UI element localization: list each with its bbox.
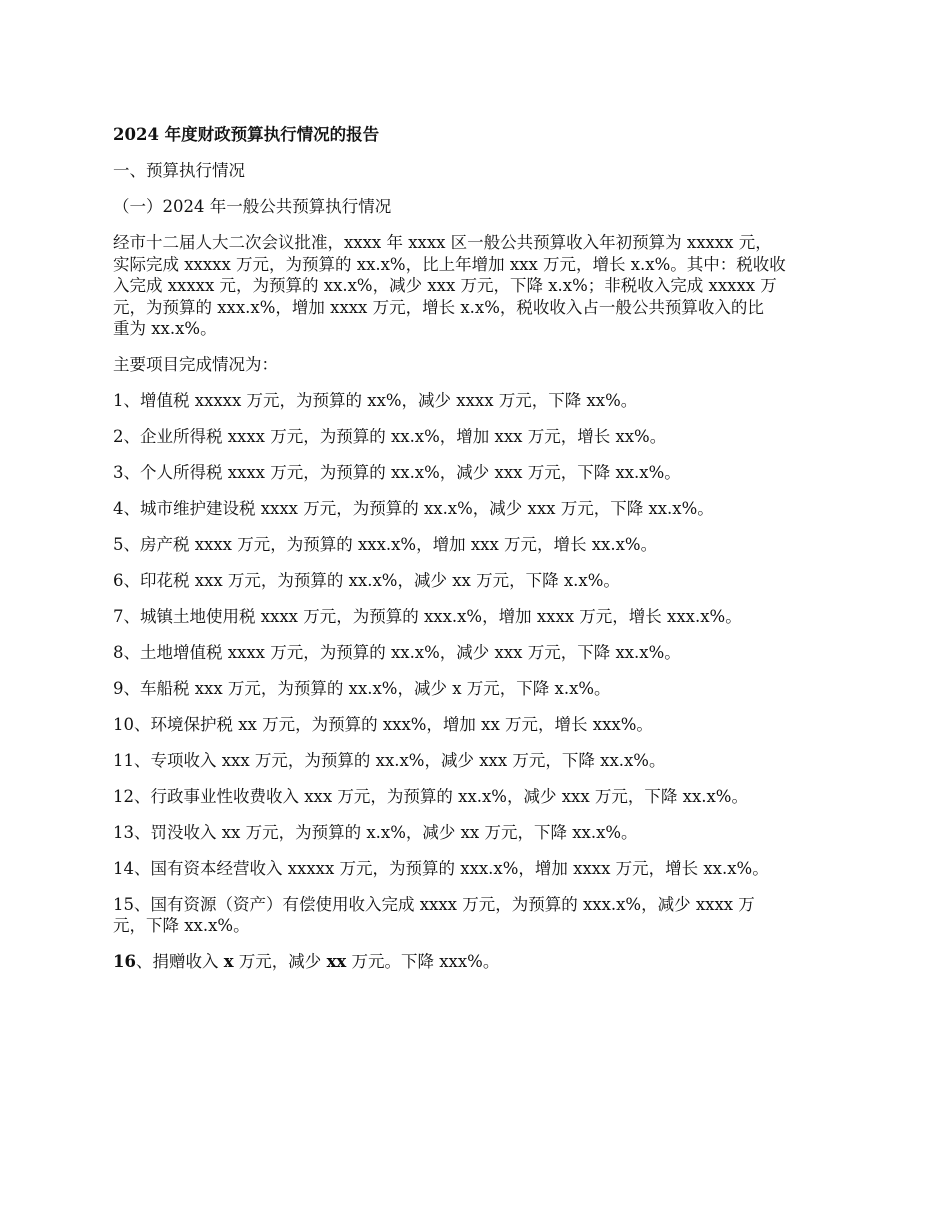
list-item-15	[113, 894, 841, 937]
list-item: 4、城市维护建设税 xxxx 万元，为预算的 xx.x%，减少 xxx 万元，下降 xx.x%。	[113, 498, 714, 518]
items-intro: 主要项目完成情况为：	[113, 354, 278, 374]
list-item: 1、增值税 xxxxx 万元，为预算的 xx%，减少 xxxx 万元，下降 xx%。	[113, 390, 638, 410]
item-value: xx	[326, 951, 347, 971]
paragraph-line: 重为 xx.x%。	[113, 319, 217, 338]
item-text: 万元，减少	[233, 951, 327, 971]
document-title: 2024 年度财政预算执行情况的报告	[113, 125, 380, 144]
paragraph-line: 实际完成 xxxxx 万元，为预算的 xx.x%，比上年增加 xxx 万元，增长 x.x%。其中：税收收	[113, 254, 786, 274]
section-heading: 一、预算执行情况	[113, 161, 245, 180]
list-item: 5、房产税 xxxx 万元，为预算的 xxx.x%，增加 xxx 万元，增长 xx.x%。	[113, 534, 658, 554]
item-text: 、捐赠收入	[135, 951, 224, 971]
list-item: 6、印花税 xxx 万元，为预算的 xx.x%，减少 xx 万元，下降 x.x%。	[113, 570, 620, 590]
item-value: x	[223, 951, 234, 971]
paragraph-line: 经市十二届人大二次会议批准，xxxx 年 xxxx 区一般公共预算收入年初预算为 xxxxx 元，	[113, 233, 772, 252]
list-item: 7、城镇土地使用税 xxxx 万元，为预算的 xxx.x%，增加 xxxx 万元，增长 xxx.x%。	[113, 606, 742, 626]
list-item: 3、个人所得税 xxxx 万元，为预算的 xx.x%，减少 xxx 万元，下降 xx.x%。	[113, 462, 681, 482]
list-item: 11、专项收入 xxx 万元，为预算的 xx.x%，减少 xxx 万元，下降 xx.x%。	[113, 750, 666, 770]
list-item: 14、国有资本经营收入 xxxxx 万元，为预算的 xxx.x%，增加 xxxx 万元，增长 xx.x%。	[113, 858, 769, 878]
list-item-line: 元，下降 xx.x%。	[113, 916, 250, 935]
paragraph-budget-summary	[113, 232, 841, 340]
item-number: 16	[113, 951, 136, 971]
list-item: 10、环境保护税 xx 万元，为预算的 xxx%，增加 xx 万元，增长 xxx%。	[113, 714, 653, 734]
subsection-heading: （一）2024 年一般公共预算执行情况	[113, 197, 392, 216]
list-item: 12、行政事业性收费收入 xxx 万元，为预算的 xx.x%，减少 xxx 万元，下降 xx.x%。	[113, 786, 748, 806]
list-item: 8、土地增值税 xxxx 万元，为预算的 xx.x%，减少 xxx 万元，下降 xx.x%。	[113, 642, 681, 662]
document-page	[113, 124, 843, 987]
list-item: 9、车船税 xxx 万元，为预算的 xx.x%，减少 x 万元，下降 x.x%。	[113, 678, 611, 698]
list-item-16	[113, 951, 843, 973]
paragraph-line: 入完成 xxxxx 元，为预算的 xx.x%，减少 xxx 万元，下降 x.x%；非税收入完成 xxxxx 万	[113, 276, 777, 295]
item-text: 万元。下降 xxx%。	[346, 951, 500, 971]
list-item: 2、企业所得税 xxxx 万元，为预算的 xx.x%，增加 xxx 万元，增长 xx%。	[113, 426, 667, 446]
list-item: 13、罚没收入 xx 万元，为预算的 x.x%，减少 xx 万元，下降 xx.x%。	[113, 822, 638, 842]
paragraph-line: 元，为预算的 xxx.x%，增加 xxxx 万元，增长 x.x%，税收收入占一般公共预算收入的比	[113, 297, 764, 317]
list-item-line: 15、国有资源（资产）有偿使用收入完成 xxxx 万元，为预算的 xxx.x%，减少 xxxx 万	[113, 894, 755, 914]
